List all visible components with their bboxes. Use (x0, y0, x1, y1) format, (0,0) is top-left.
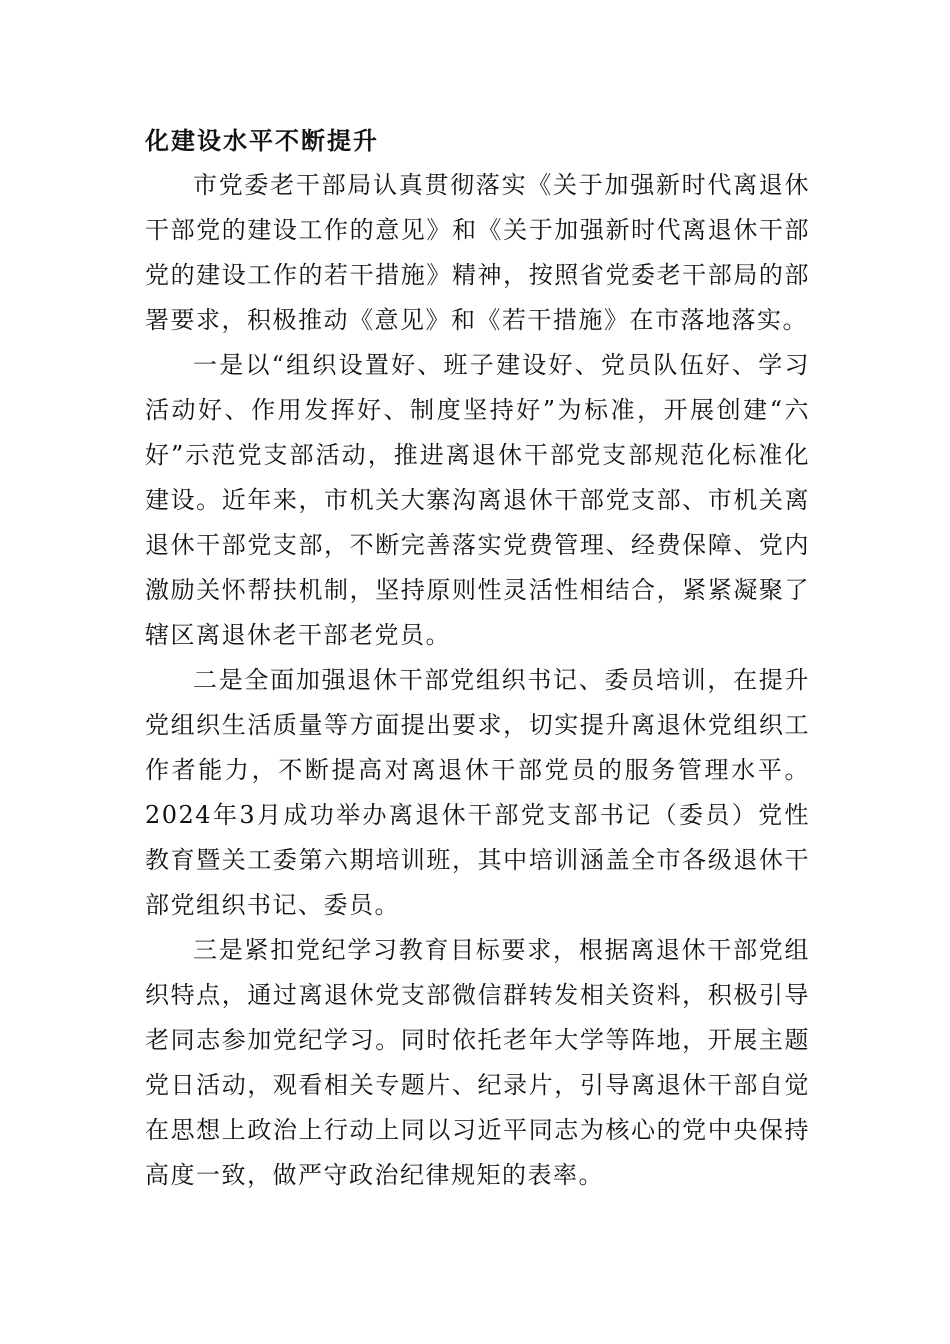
paragraph-point-one: 一是以“组织设置好、班子建设好、党员队伍好、学习活动好、作用发挥好、制度坚持好”为标准，开展创建“六好”示范党支部活动，推进离退休干部党支部规范化标准化建设。近年来，市机关大寨沟离退休干部党支部、市机关离退休干部党支部，不断完善落实党费管理、经费保障、党内激励关怀帮扶机制，坚持原则性灵活性相结合，紧紧凝聚了辖区离退休老干部老党员。 (145, 351, 810, 649)
paragraph-point-three: 三是紧扣党纪学习教育目标要求，根据离退休干部党组织特点，通过离退休党支部微信群转发相关资料，积极引导老同志参加党纪学习。同时依托老年大学等阵地，开展主题党日活动，观看相关专题片、纪录片，引导离退休干部自觉在思想上政治上行动上同以习近平同志为核心的党中央保持高度一致，做严守政治纪律规矩的表率。 (145, 936, 810, 1189)
document-page (145, 118, 810, 1198)
paragraph-intro: 市党委老干部局认真贯彻落实《关于加强新时代离退休干部党的建设工作的意见》和《关于加强新时代离退休干部党的建设工作的若干措施》精神，按照省党委老干部局的部署要求，积极推动《意见》和《若干措施》在市落地落实。 (145, 171, 810, 334)
section-heading: 化建设水平不断提升 (145, 126, 379, 155)
paragraph-point-two: 二是全面加强退休干部党组织书记、委员培训，在提升党组织生活质量等方面提出要求，切实提升离退休党组织工作者能力，不断提高对离退休干部党员的服务管理水平。2024年3月成功举办离退休干部党支部书记（委员）党性教育暨关工委第六期培训班，其中培训涵盖全市各级退休干部党组织书记、委员。 (145, 666, 810, 919)
